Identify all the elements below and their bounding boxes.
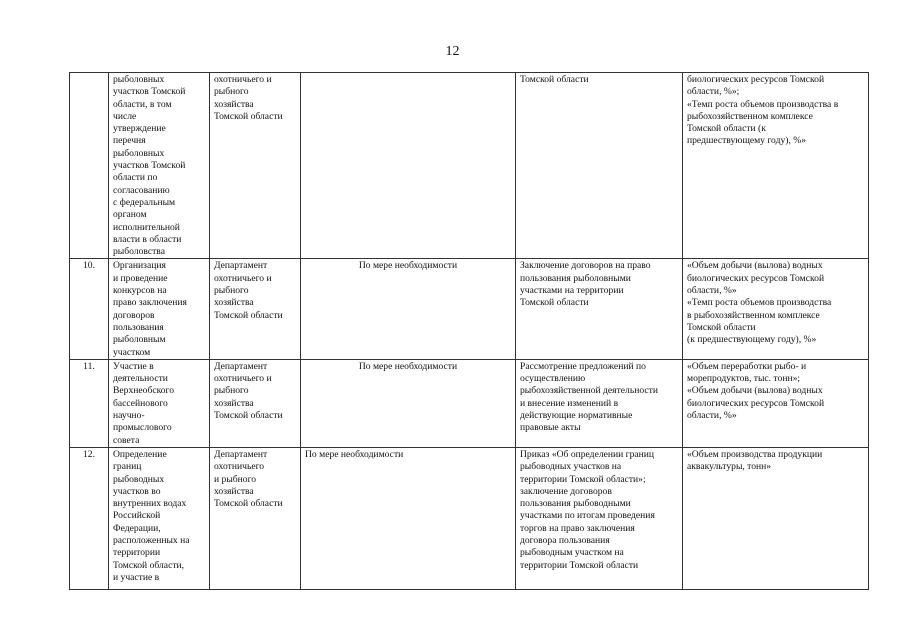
event-cell: Определение границ рыбоводных участков во внутренних водах Российской Федерации, расположенных на территории Томской области, и участие в	[109, 447, 210, 589]
row-number: 10.	[70, 259, 109, 359]
indicator-cell: биологических ресурсов Томской области, %»; «Темп роста объемов производства в рыбохозяйственном комплексе Томской области (к предшествующему году), %»	[683, 73, 869, 259]
deadline-cell	[301, 73, 516, 259]
page-number: 12	[445, 44, 460, 59]
row-number	[70, 73, 109, 259]
deadline-cell: По мере необходимости	[301, 259, 516, 359]
executor-cell: охотничьего и рыбного хозяйства Томской области	[210, 73, 301, 259]
indicator-cell: «Объем добычи (вылова) водных биологических ресурсов Томской области, %» «Темп роста объемов производства в рыбохозяйственном комплексе Томской области (к предшествующему году), %»	[683, 259, 869, 359]
event-cell: рыболовных участков Томской области, в том числе утверждение перечня рыболовных участков Томской области по согласованию с федеральным органом исполнительной власти в области рыболовства	[109, 73, 210, 259]
result-cell: Томской области	[516, 73, 683, 259]
measures-table	[69, 72, 869, 590]
executor-cell: Департамент охотничьего и рыбного хозяйства Томской области	[210, 259, 301, 359]
table-row	[70, 359, 869, 447]
row-number: 12.	[70, 447, 109, 589]
table-row	[70, 73, 869, 259]
result-cell: Приказ «Об определении границ рыбоводных участков на территории Томской области»; заключение договоров пользования рыбоводными участками по итогам проведения торгов на право заключения договора пользования рыбоводным участком на территории Томской области	[516, 447, 683, 589]
deadline-cell: По мере необходимости	[301, 447, 516, 589]
indicator-cell: «Объем переработки рыбо- и морепродуктов, тыс. тонн»; «Объем добычи (вылова) водных биологических ресурсов Томской области, %»	[683, 359, 869, 447]
result-cell: Рассмотрение предложений по осуществлению рыбохозяйственной деятельности и внесение изменений в действующие нормативные правовые акты	[516, 359, 683, 447]
table-row	[70, 447, 869, 589]
result-cell: Заключение договоров на право пользования рыболовными участками на территории Томской области	[516, 259, 683, 359]
row-number: 11.	[70, 359, 109, 447]
deadline-cell: По мере необходимости	[301, 359, 516, 447]
event-cell: Участие в деятельности Верхнеобского бассейнового научно- промыслового совета	[109, 359, 210, 447]
table-row	[70, 259, 869, 359]
indicator-cell: «Объем производства продукции аквакультуры, тонн»	[683, 447, 869, 589]
executor-cell: Департамент охотничьего и рыбного хозяйства Томской области	[210, 447, 301, 589]
executor-cell: Департамент охотничьего и рыбного хозяйства Томской области	[210, 359, 301, 447]
event-cell: Организация и проведение конкурсов на право заключения договоров пользования рыболовным участком	[109, 259, 210, 359]
